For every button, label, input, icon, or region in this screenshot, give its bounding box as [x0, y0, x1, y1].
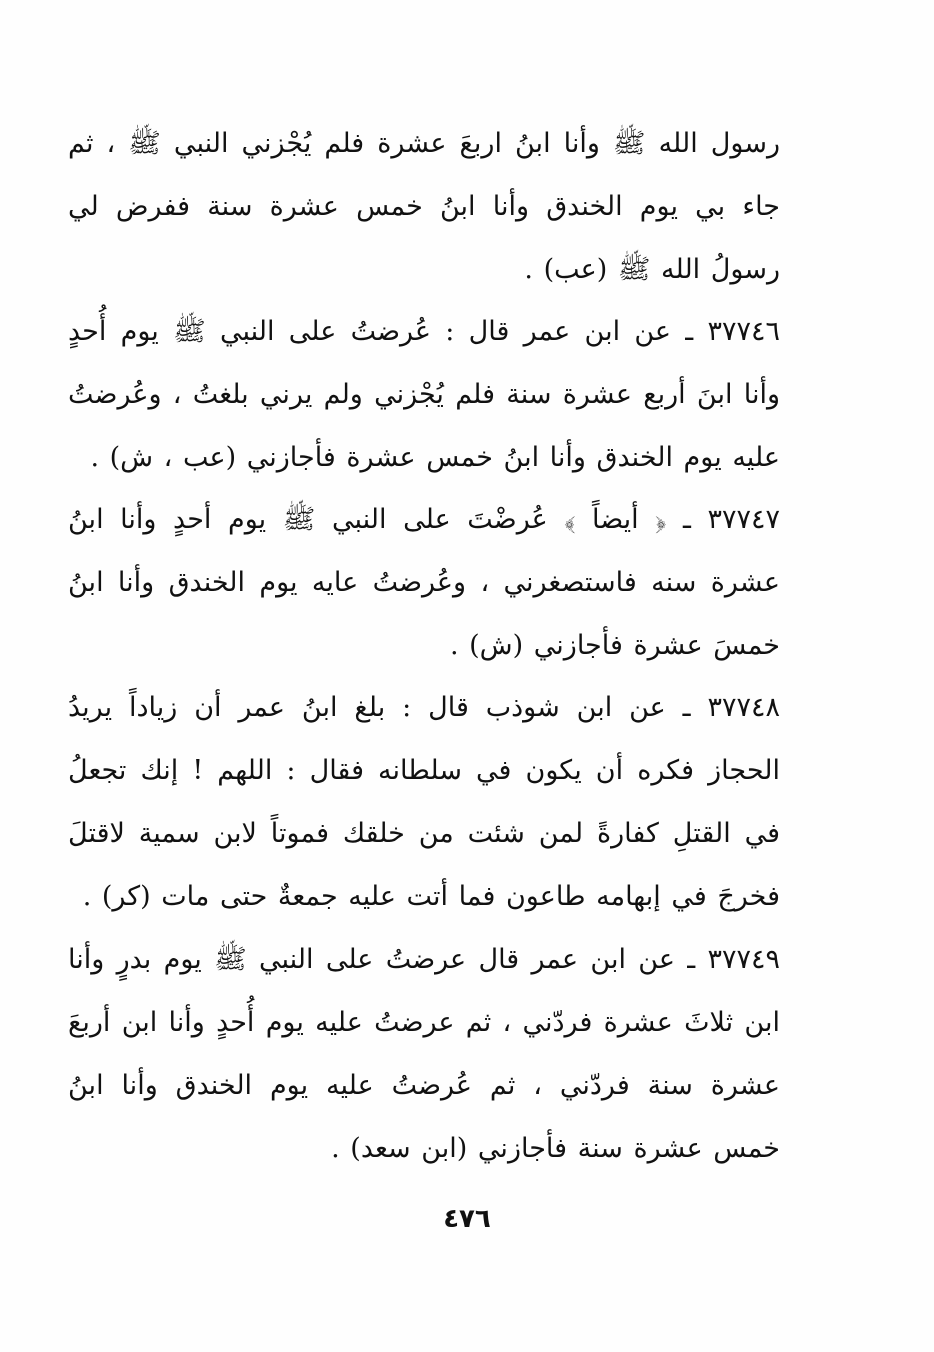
paragraph-text: ٣٧٧٤٧ ـ ﴿ أيضاً ﴾ عُرضْتَ على النبي ﷺ يوم أحدٍ وأنا ابنُ عشرة سنه فاستصغرني ، وعُرضتُ عايه يوم الخندق وأنا ابنُ خمسَ عشرة فأجازني (ش) . [68, 504, 780, 661]
hadith-37746 [68, 300, 780, 489]
page-number: ٤٧٦ [443, 1204, 491, 1234]
paragraph-continuation [68, 112, 780, 301]
paragraph-text: ٣٧٧٤٨ ـ عن ابن شوذب قال : بلغ ابنُ عمر أن زياداً يريدُ الحجاز فكره أن يكون في سلطانه فقال : اللهم ! إنك تجعلُ في القتلِ كفارةً لمن شئت من خلقك فموتاً لابن سمية لاقتلَ فخرجَ في إبهامه طاعون فما أتت عليه جمعةٌ حتى مات (كر) . [68, 692, 780, 912]
paragraph-text: ٣٧٧٤٩ ـ عن ابن عمر قال عرضتُ على النبي ﷺ يوم بدرٍ وأنا ابن ثلاثَ عشرة فردّني ، ثم عرضتُ عليه يوم أُحدٍ وأنا ابن أربعَ عشرة سنة فردّني ، ثم عُرضتُ عليه يوم الخندق وأنا ابنُ خمس عشرة سنة فأجازني (ابن سعد) . [68, 944, 780, 1164]
paragraph-text: ٣٧٧٤٦ ـ عن ابن عمر قال : عُرضتُ على النبي ﷺ يوم أُحدٍ وأنا ابنَ أربع عشرة سنة فلم يُجْزني ولم يرني بلغتُ ، وعُرضتُ عليه يوم الخندق وأنا ابنُ خمس عشرة فأجازني (عب ، ش) . [68, 316, 780, 473]
paragraph-text: رسول الله ﷺ وأنا ابنُ اربعَ عشرة فلم يُجْزني النبي ﷺ ، ثم جاء بي يوم الخندق وأنا ابنُ خمس عشرة سنة ففرض لي رسولُ الله ﷺ (عب) . [68, 128, 780, 285]
hadith-37747 [68, 488, 780, 677]
hadith-37749 [68, 928, 780, 1180]
hadith-37748 [68, 676, 780, 928]
